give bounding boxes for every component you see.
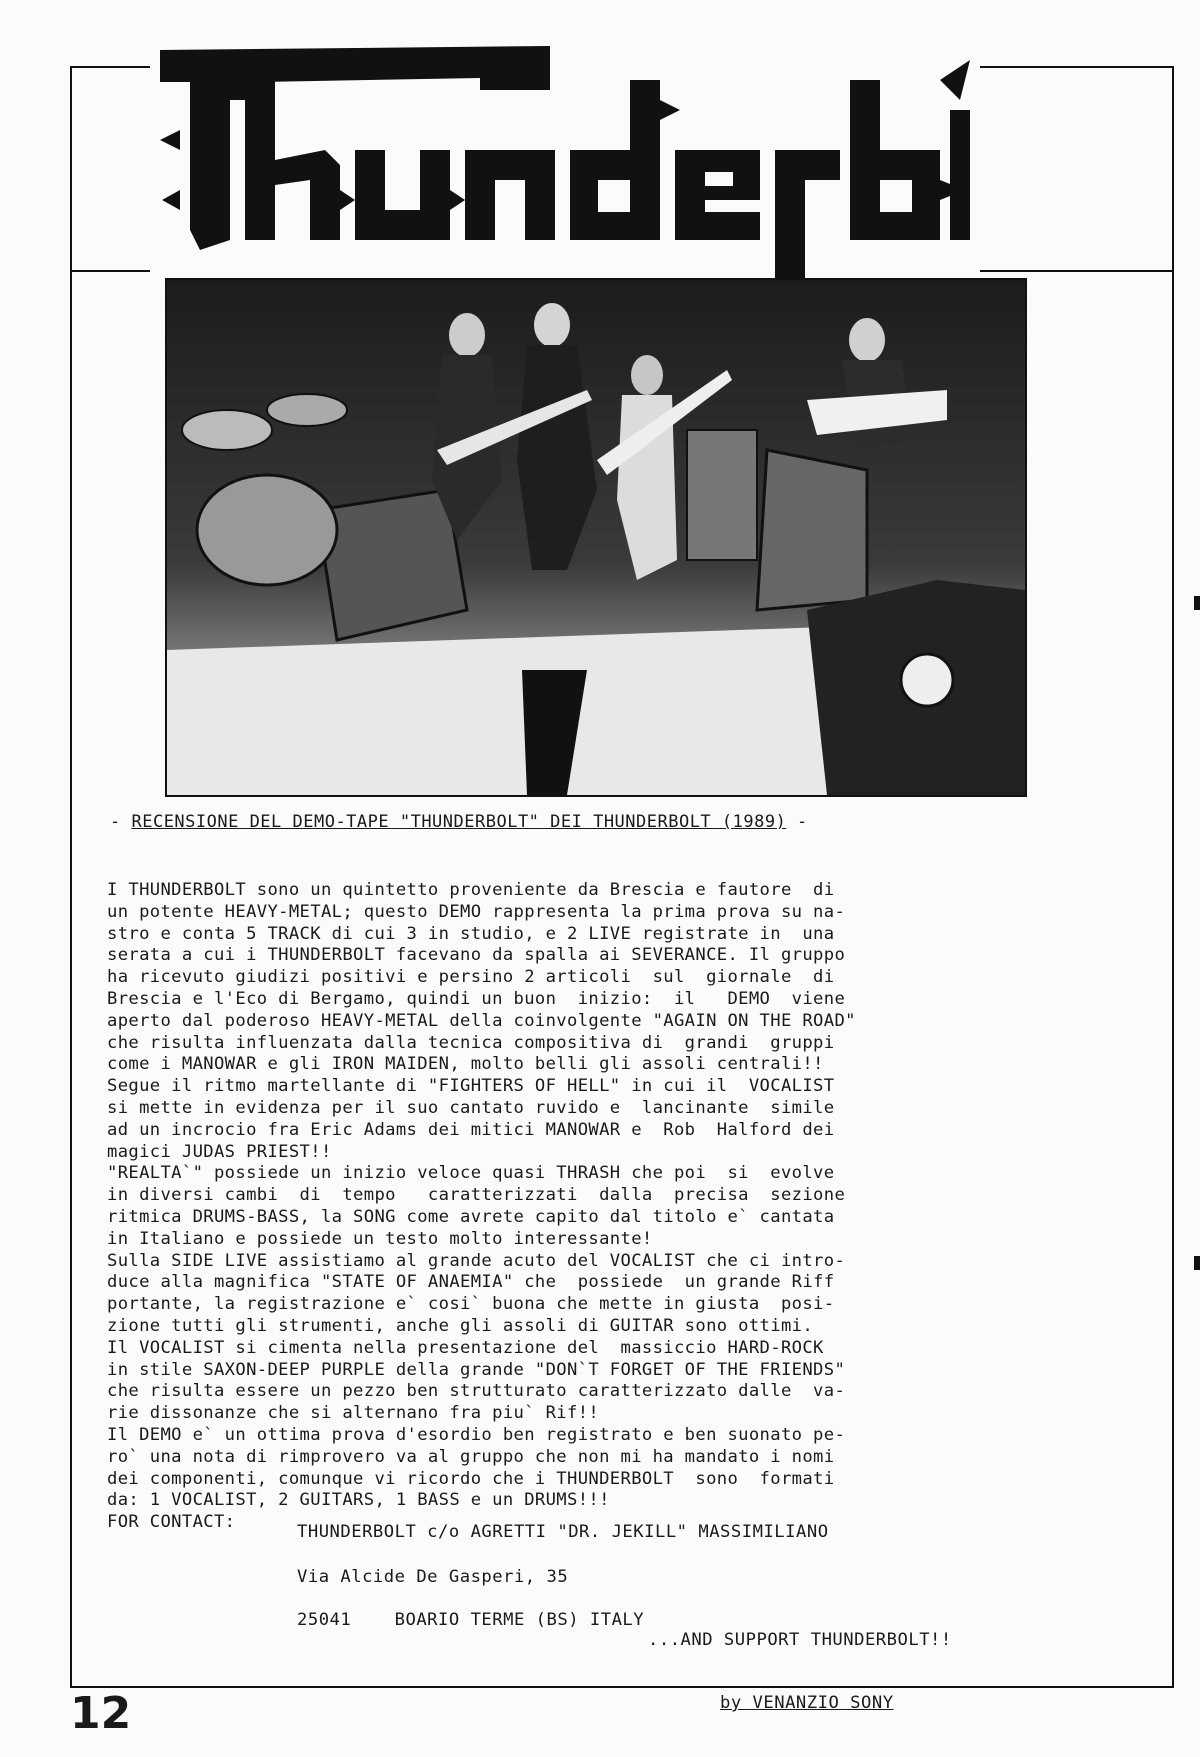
caption-prefix: - [110, 812, 132, 832]
review-line: aperto dal poderoso HEAVY-METAL della coinvolgente "AGAIN ON THE ROAD" [107, 1010, 856, 1031]
byline: by VENANZIO SONY [720, 1693, 894, 1713]
review-line: Il VOCALIST si cimenta nella presentazione del massiccio HARD-ROCK [107, 1337, 824, 1358]
review-line: serata a cui i THUNDERBOLT facevano da spalla ai SEVERANCE. Il gruppo [107, 945, 846, 966]
review-body [107, 880, 987, 1534]
review-line: che risulta essere un pezzo ben strutturato caratterizzato dalle va- [107, 1381, 846, 1402]
review-line: Brescia e l'Eco di Bergamo, quindi un buon inizio: il DEMO viene [107, 988, 846, 1009]
review-line: si mette in evidenza per il suo cantato ruvido e lancinante simile [107, 1097, 835, 1118]
caption-suffix: - [786, 812, 808, 832]
caption-title: RECENSIONE DEL DEMO-TAPE "THUNDERBOLT" DEI THUNDERBOLT (1989) [131, 812, 787, 832]
concert-photo [165, 278, 1027, 797]
review-line: Il DEMO e` un ottima prova d'esordio ben registrato e ben suonato pe- [107, 1424, 846, 1445]
review-line: da: 1 VOCALIST, 2 GUITARS, 1 BASS e un DRUMS!!! [107, 1490, 610, 1511]
review-line: ritmica DRUMS-BASS, la SONG come avrete capito dal titolo e` cantata [107, 1206, 835, 1227]
review-line: zione tutti gli strumenti, anche gli assoli di GUITAR sono ottimi. [107, 1315, 814, 1336]
review-line: rie dissonanze che si alternano fra piu` Rif!! [107, 1403, 600, 1424]
review-line: ad un incrocio fra Eric Adams dei mitici MANOWAR e Rob Halford dei [107, 1119, 835, 1140]
review-line: in diversi cambi di tempo caratterizzati dalla precisa sezione [107, 1185, 846, 1206]
review-line: ha ricevuto giudizi positivi e persino 2 articoli sul giornale di [107, 967, 835, 988]
review-caption [110, 812, 1110, 832]
review-line: magici JUDAS PRIEST!! [107, 1141, 332, 1162]
edge-mark [1194, 1256, 1200, 1270]
review-line: "REALTA`" possiede un inizio veloce quasi THRASH che poi si evolve [107, 1163, 835, 1184]
page-number: 12 [70, 1688, 132, 1739]
contact-street: Via Alcide De Gasperi, 35 [297, 1567, 569, 1587]
review-line: I THUNDERBOLT sono un quintetto proveniente da Brescia e fautore di [107, 880, 835, 900]
review-line: Segue il ritmo martellante di "FIGHTERS OF HELL" in cui il VOCALIST [107, 1076, 835, 1097]
review-line: come i MANOWAR e gli IRON MAIDEN, molto belli gli assoli centrali!! [107, 1054, 824, 1075]
review-line: stro e conta 5 TRACK di cui 3 in studio, e 2 LIVE registrate in una [107, 923, 835, 944]
review-line: Sulla SIDE LIVE assistiamo al grande acuto del VOCALIST che ci intro- [107, 1250, 846, 1271]
review-line: in Italiano e possiede un testo molto interessante! [107, 1228, 653, 1249]
edge-mark [1194, 596, 1200, 610]
contact-city: 25041 BOARIO TERME (BS) ITALY [297, 1610, 645, 1630]
review-line: FOR CONTACT: [107, 1512, 236, 1533]
review-line: ro` una nota di rimprovero va al gruppo che non mi ha mandato i nomi [107, 1446, 835, 1467]
review-line: dei componenti, comunque vi ricordo che i THUNDERBOLT sono formati [107, 1468, 835, 1489]
review-line: un potente HEAVY-METAL; questo DEMO rappresenta la prima prova su na- [107, 901, 846, 922]
support-line: ...AND SUPPORT THUNDERBOLT!! [648, 1630, 952, 1650]
review-line: duce alla magnifica "STATE OF ANAEMIA" che possiede un grande Riff [107, 1272, 835, 1293]
thunderbolt-logo [150, 40, 980, 290]
review-line: portante, la registrazione e` cosi` buona che mette in giusta posi- [107, 1294, 835, 1315]
review-line: che risulta influenzata dalla tecnica compositiva di grandi gruppi [107, 1032, 835, 1053]
contact-name: THUNDERBOLT c/o AGRETTI "DR. JEKILL" MASSIMILIANO [297, 1522, 829, 1542]
review-line: in stile SAXON-DEEP PURPLE della grande "DON`T FORGET OF THE FRIENDS" [107, 1359, 846, 1380]
